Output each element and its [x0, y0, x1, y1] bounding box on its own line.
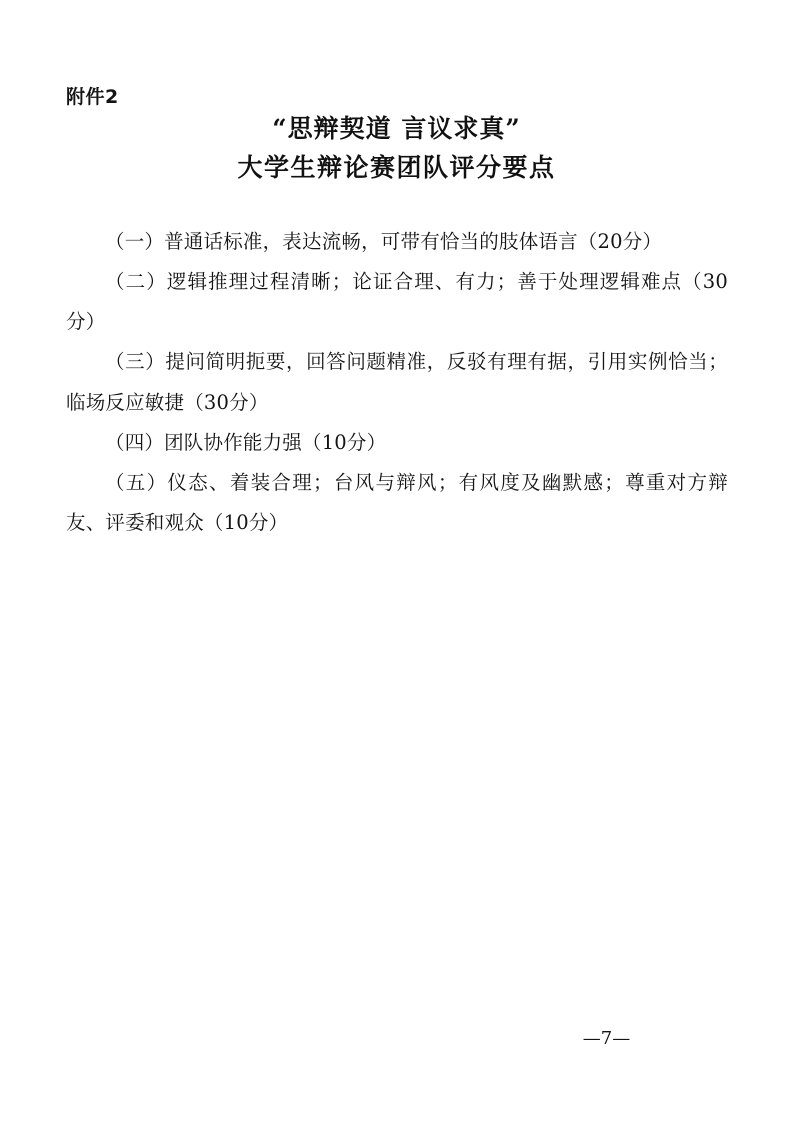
- paragraph-5: （五）仪态、着装合理；台风与辩风；有风度及幽默感；尊重对方辩友、评委和观众（10分）: [66, 470, 728, 535]
- title-line-2: 大学生辩论赛团队评分要点: [237, 152, 556, 182]
- title-line-1: “思辩契道 言议求真”: [272, 114, 521, 143]
- paragraph-1: （一）普通话标准，表达流畅，可带有恰当的肢体语言（20分）: [105, 230, 663, 253]
- paragraph-3: （三）提问简明扼要，回答问题精准，反驳有理有据，引用实例恰当；临场反应敏捷（30分）: [66, 350, 728, 414]
- page-number: [0, 1028, 793, 1049]
- paragraph-2: （二）逻辑推理过程清晰；论证合理、有力；善于处理逻辑难点（30分）: [66, 270, 728, 334]
- attachment-label: 附件2: [66, 86, 119, 108]
- paragraph-4: （四）团队协作能力强（10分）: [105, 430, 387, 454]
- document-title: [0, 110, 793, 188]
- page-number-text: —7—: [582, 1028, 631, 1049]
- document-body: [66, 222, 728, 543]
